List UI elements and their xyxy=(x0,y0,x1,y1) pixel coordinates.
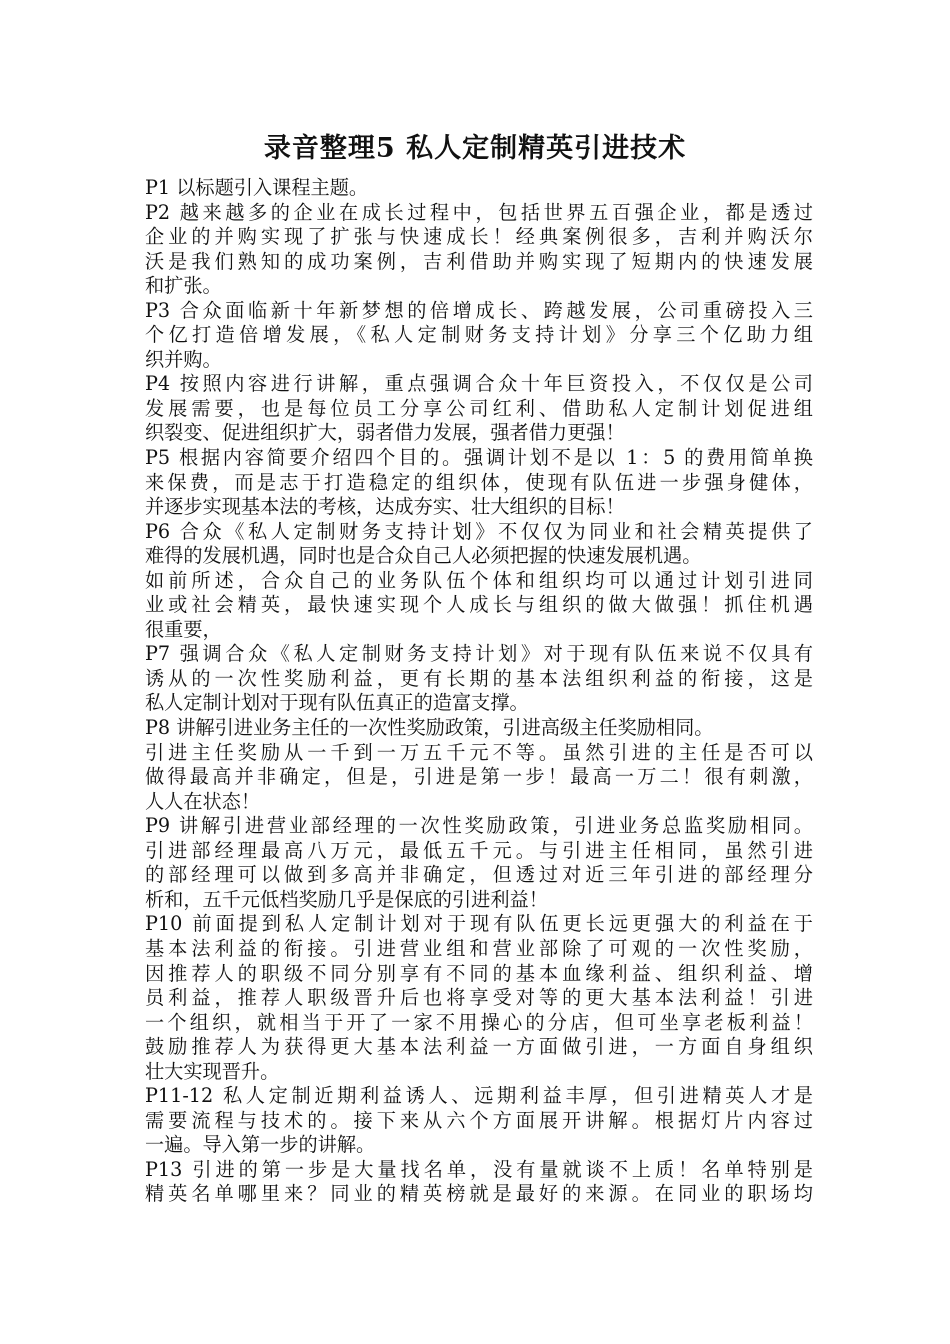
text-line: 引进主任奖励从一千到一万五千元不等。虽然引进的主任是否可以 xyxy=(145,740,813,764)
text-line: 鼓励推荐人为获得更大基本法利益一方面做引进，一方面自身组织 xyxy=(145,1035,813,1059)
text-line: P8 讲解引进业务主任的一次性奖励政策，引进高级主任奖励相同。 xyxy=(145,716,714,740)
text-line: 一遍。导入第一步的讲解。 xyxy=(145,1133,376,1157)
text-line: 企业的并购实现了扩张与快速成长！经典案例很多，吉利并购沃尔 xyxy=(145,225,813,249)
text-line: 因推荐人的职级不同分别享有不同的基本血缘利益、组织利益、增 xyxy=(145,961,813,985)
text-line: 析和，五千元低档奖励几乎是保底的引进利益！ xyxy=(145,887,548,911)
text-line: 壮大实现晋升。 xyxy=(145,1059,280,1083)
text-line: 织裂变、促进组织扩大，弱者借力发展，强者借力更强！ xyxy=(145,421,625,445)
text-line: P11-12 私人定制近期利益诱人、远期利益丰厚，但引进精英人才是 xyxy=(145,1084,813,1108)
text-line: 员利益，推荐人职级晋升后也将享受对等的更大基本法利益！引进 xyxy=(145,986,813,1010)
text-line: 的部经理可以做到多高并非确定，但透过对近三年引进的部经理分 xyxy=(145,863,813,887)
text-line: 诱从的一次性奖励利益，更有长期的基本法组织利益的衔接，这是 xyxy=(145,666,813,690)
text-line: P1 以标题引入课程主题。 xyxy=(145,176,369,199)
text-line: 需要流程与技术的。接下来从六个方面展开讲解。根据灯片内容过 xyxy=(145,1108,813,1132)
text-line: 精英名单哪里来？同业的精英榜就是最好的来源。在同业的职场均 xyxy=(145,1182,813,1206)
text-line: P4 按照内容进行讲解，重点强调合众十年巨资投入，不仅仅是公司 xyxy=(145,372,813,396)
text-line: 来保费，而是志于打造稳定的组织体，使现有队伍进一步强身健体， xyxy=(145,470,813,494)
text-line: 很重要， xyxy=(145,617,222,641)
text-line: 沃是我们熟知的成功案例，吉利借助并购实现了短期内的快速发展 xyxy=(145,249,813,273)
text-line: P13 引进的第一步是大量找名单，没有量就谈不上质！名单特别是 xyxy=(145,1157,813,1181)
text-line: P2 越来越多的企业在成长过程中，包括世界五百强企业，都是透过 xyxy=(145,200,813,224)
text-line: P7 强调合众《私人定制财务支持计划》对于现有队伍来说不仅具有 xyxy=(145,642,813,666)
text-line: 发展需要，也是每位员工分享公司红利、借助私人定制计划促进组 xyxy=(145,396,813,420)
text-line: 私人定制计划对于现有队伍真正的造富支撑。 xyxy=(145,691,529,715)
text-line: P6 合众《私人定制财务支持计划》不仅仅为同业和社会精英提供了 xyxy=(145,519,813,543)
text-line: 做得最高并非确定，但是，引进是第一步！最高一万二！很有刺激， xyxy=(145,765,813,789)
text-line: 如前所述，合众自己的业务队伍个体和组织均可以通过计划引进同 xyxy=(145,568,813,592)
text-line: 一个组织，就相当于开了一家不用操心的分店，但可坐享老板利益！ xyxy=(145,1010,813,1034)
text-line: 难得的发展机遇，同时也是合众自己人必须把握的快速发展机遇。 xyxy=(145,544,702,568)
text-line: P3 合众面临新十年新梦想的倍增成长、跨越发展，公司重磅投入三 xyxy=(145,298,813,322)
text-line: 基本法利益的衔接。引进营业组和营业部除了可观的一次性奖励， xyxy=(145,936,813,960)
text-line: 人人在状态！ xyxy=(145,789,261,813)
document-title: 录音整理5 私人定制精英引进技术 xyxy=(263,133,687,164)
text-line: 引进部经理最高八万元，最低五千元。与引进主任相同，虽然引进 xyxy=(145,838,813,862)
text-line: P5 根据内容简要介绍四个目的。强调计划不是以 1：5 的费用简单换 xyxy=(145,446,813,470)
text-line: P9 讲解引进营业部经理的一次性奖励政策，引进业务总监奖励相同。 xyxy=(145,814,813,838)
text-line: 个亿打造倍增发展，《私人定制财务支持计划》分享三个亿助力组 xyxy=(145,323,813,347)
text-line: 织并购。 xyxy=(145,347,222,371)
text-line: 业或社会精英，最快速实现个人成长与组织的做大做强！抓住机遇 xyxy=(145,593,813,617)
document-body xyxy=(145,176,813,1207)
text-line: P10 前面提到私人定制计划对于现有队伍更长远更强大的利益在于 xyxy=(145,912,813,936)
text-line: 并逐步实现基本法的考核，达成夯实、壮大组织的目标！ xyxy=(145,495,625,519)
text-line: 和扩张。 xyxy=(145,274,222,298)
